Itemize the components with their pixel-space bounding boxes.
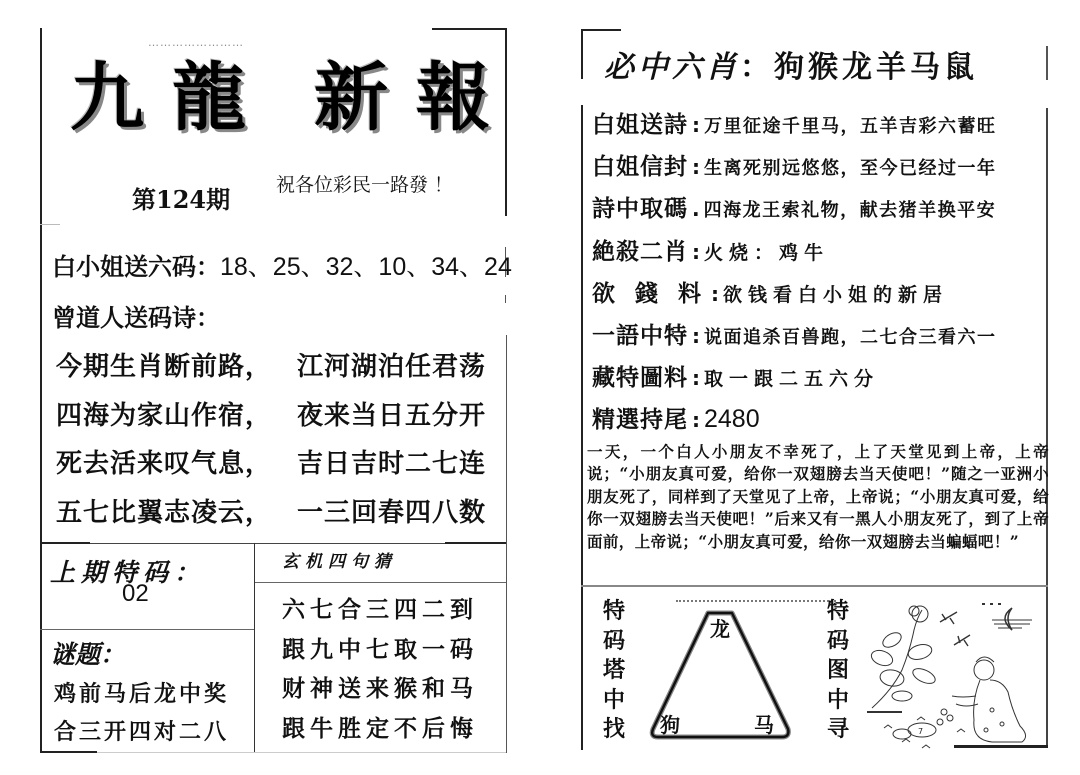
tip-value: 火烧：鸡牛 [704, 241, 830, 264]
right-page-corner-top [581, 29, 621, 31]
tip-value: 万里征途千里马，五羊吉彩六蓄旺 [704, 116, 997, 137]
picture-char: 图 [826, 658, 849, 683]
xuanji-title: 玄机四句猜 [282, 552, 397, 572]
tip-separator: : [692, 366, 700, 391]
tip-separator: : [692, 323, 700, 348]
lower-grid-divider [254, 543, 255, 753]
tip-value: 2480 [704, 405, 760, 434]
tip-separator: : [692, 239, 700, 264]
illustration-icon [862, 600, 1042, 750]
poem-line [56, 346, 486, 395]
left-page-border-top-right [432, 28, 507, 30]
six-zodiac-value: 狗猴龙羊马鼠 [774, 50, 978, 85]
masthead-char: 龍 [172, 55, 246, 141]
tip-row-poem-code [592, 190, 1042, 232]
picture-char: 码 [826, 628, 849, 654]
tip-row-bai-envelope [592, 148, 1042, 190]
riddle-line: 鸡前马后龙中奖 [54, 681, 230, 707]
left-page-border-right-top [505, 28, 507, 216]
lower-grid-top-accent-left [40, 542, 90, 544]
last-code-box-bottom [40, 629, 254, 630]
six-codes-line [52, 247, 512, 283]
masthead-char: 九 [70, 55, 144, 141]
left-page-masthead-underline [40, 224, 60, 225]
xuanji-title-underline [255, 582, 506, 583]
tip-separator: : [692, 155, 700, 180]
poem-line [56, 443, 486, 492]
tip-value: 说面追杀百兽跑，二七合三看六一 [704, 326, 997, 348]
tip-label: 絶殺二肖 [592, 238, 688, 265]
picture-char: 特 [826, 599, 849, 624]
tip-label: 詩中取碼 [592, 196, 688, 223]
tip-value: 欲钱看白小姐的新居 [723, 283, 949, 306]
xuanji-line: 财神送来猴和马 [282, 675, 478, 702]
tip-separator: : [711, 281, 720, 306]
left-page-border-right-tick [505, 295, 506, 303]
tip-value: 四海龙王索礼物，献去猪羊换平安 [703, 200, 997, 222]
left-page-bottom-accent [40, 751, 97, 753]
poem-line-second-half: 江河湖泊任君荡 [296, 352, 486, 382]
right-page-corner-left [581, 29, 583, 79]
six-codes-value: 18、25、32、10、34、24 [220, 253, 512, 281]
six-zodiac-headline [604, 42, 978, 86]
xuanji-line: 跟九中七取一码 [282, 635, 478, 663]
poem-line-first-half: 死去活来叹气息， [56, 449, 273, 479]
riddle-label: 谜题： [50, 640, 126, 669]
issue-number: 第124期 [132, 185, 231, 214]
tip-label: 一語中特 [592, 322, 688, 349]
left-page-border-right-lower [506, 335, 507, 753]
joke-box-bottom [581, 585, 1048, 587]
riddle-text [54, 675, 229, 751]
tip-value: 生离死别远悠悠，至今已经过一年 [704, 158, 997, 180]
riddle-illustration [862, 600, 1042, 750]
xuanji-line: 六七合三四二到 [282, 596, 478, 623]
six-codes-label: 白小姐送六码： [52, 252, 220, 281]
left-page-border-left [40, 28, 42, 753]
tower-dotted-strip [676, 600, 836, 602]
six-zodiac-separator: ： [740, 50, 774, 85]
six-zodiac-label: 必中六肖 [604, 50, 740, 85]
last-code-label: 上期特码： [50, 558, 206, 587]
tower-char: 塔 [602, 658, 625, 683]
tip-row-one-word [592, 317, 1042, 359]
riddle-line: 合三开四对二八 [54, 719, 230, 745]
tip-label: 精選持尾 [592, 407, 688, 434]
tip-row-kill-two [592, 233, 1042, 275]
last-code-value: 02 [122, 580, 149, 607]
poem-line-first-half: 五七比翼志凌云， [56, 497, 273, 528]
poem-line [56, 395, 486, 444]
code-poem [56, 346, 486, 540]
tip-row-hidden-picture [592, 359, 1042, 401]
tip-separator: : [692, 113, 700, 137]
right-page-border-left [581, 105, 583, 750]
newspaper-masthead [70, 55, 490, 141]
tower-bottom-left-label: 狗 [660, 713, 680, 737]
xuanji-line: 跟牛胜定不后悔 [282, 714, 478, 742]
tower-side-text [599, 597, 629, 745]
poem-title: 曾道人送码诗： [52, 303, 220, 332]
tip-separator: . [692, 197, 700, 222]
right-page-header-right [1046, 46, 1048, 80]
tower-char: 码 [602, 628, 625, 654]
svg-text:7: 7 [918, 727, 924, 736]
poem-line-second-half: 夜来当日五分开 [296, 400, 486, 431]
lower-grid-top-border [40, 543, 506, 544]
poem-line-first-half: 四海为家山作宿， [56, 400, 273, 431]
masthead-char: 新 [314, 55, 388, 141]
left-page-bottom-border [97, 752, 506, 753]
picture-char: 寻 [826, 717, 849, 742]
tip-separator: : [692, 408, 700, 433]
tower-char: 找 [602, 717, 625, 742]
right-page-border-right [1046, 108, 1048, 745]
tip-row-money [592, 275, 1042, 317]
tip-label: 白姐信封 [592, 154, 688, 181]
masthead-char: 報 [416, 55, 490, 141]
picture-char: 中 [826, 687, 849, 713]
tip-row-tail [592, 401, 1042, 443]
poem-line-second-half: 一三回春四八数 [296, 497, 486, 528]
xuanji-text [282, 590, 478, 748]
tip-label: 欲 錢 料 [592, 280, 708, 307]
tip-row-bai-poem [592, 106, 1042, 148]
poem-line-first-half: 今期生肖断前路， [56, 352, 273, 382]
tower-char: 中 [602, 687, 625, 713]
masthead-strip: …………………… [148, 36, 244, 49]
code-tower-triangle [648, 605, 793, 745]
picture-side-text [823, 597, 853, 745]
tip-label: 藏特圖料 [592, 365, 688, 392]
lower-grid-top-accent-right [445, 542, 506, 544]
poem-line [56, 492, 486, 541]
tips-list [592, 106, 1042, 444]
tower-top-label: 龙 [710, 617, 730, 641]
poem-line-second-half: 吉日吉时二七连 [296, 449, 486, 479]
tip-label: 白姐送詩 [592, 112, 688, 138]
tower-bottom-right-label: 马 [754, 713, 774, 737]
greeting-text: 祝各位彩民一路發 ！ [276, 174, 454, 196]
joke-paragraph: 一天，一个白人小朋友不幸死了，上了天堂见到上帝，上帝说；“小朋友真可爱，给你一双翅膀去当天使吧！”随之一亚洲小朋友死了，同样到了天堂见了上帝，上帝说；“小朋友真可爱，给你一双翅膀去当天使吧！”后来又有一黑人小朋友死了，到了上帝面前，上帝说；“小朋友真可爱，给你一双翅膀去当蝙蝠吧！” [587, 442, 1049, 551]
tower-char: 特 [602, 599, 625, 624]
tip-value: 取一跟二五六分 [704, 368, 880, 391]
